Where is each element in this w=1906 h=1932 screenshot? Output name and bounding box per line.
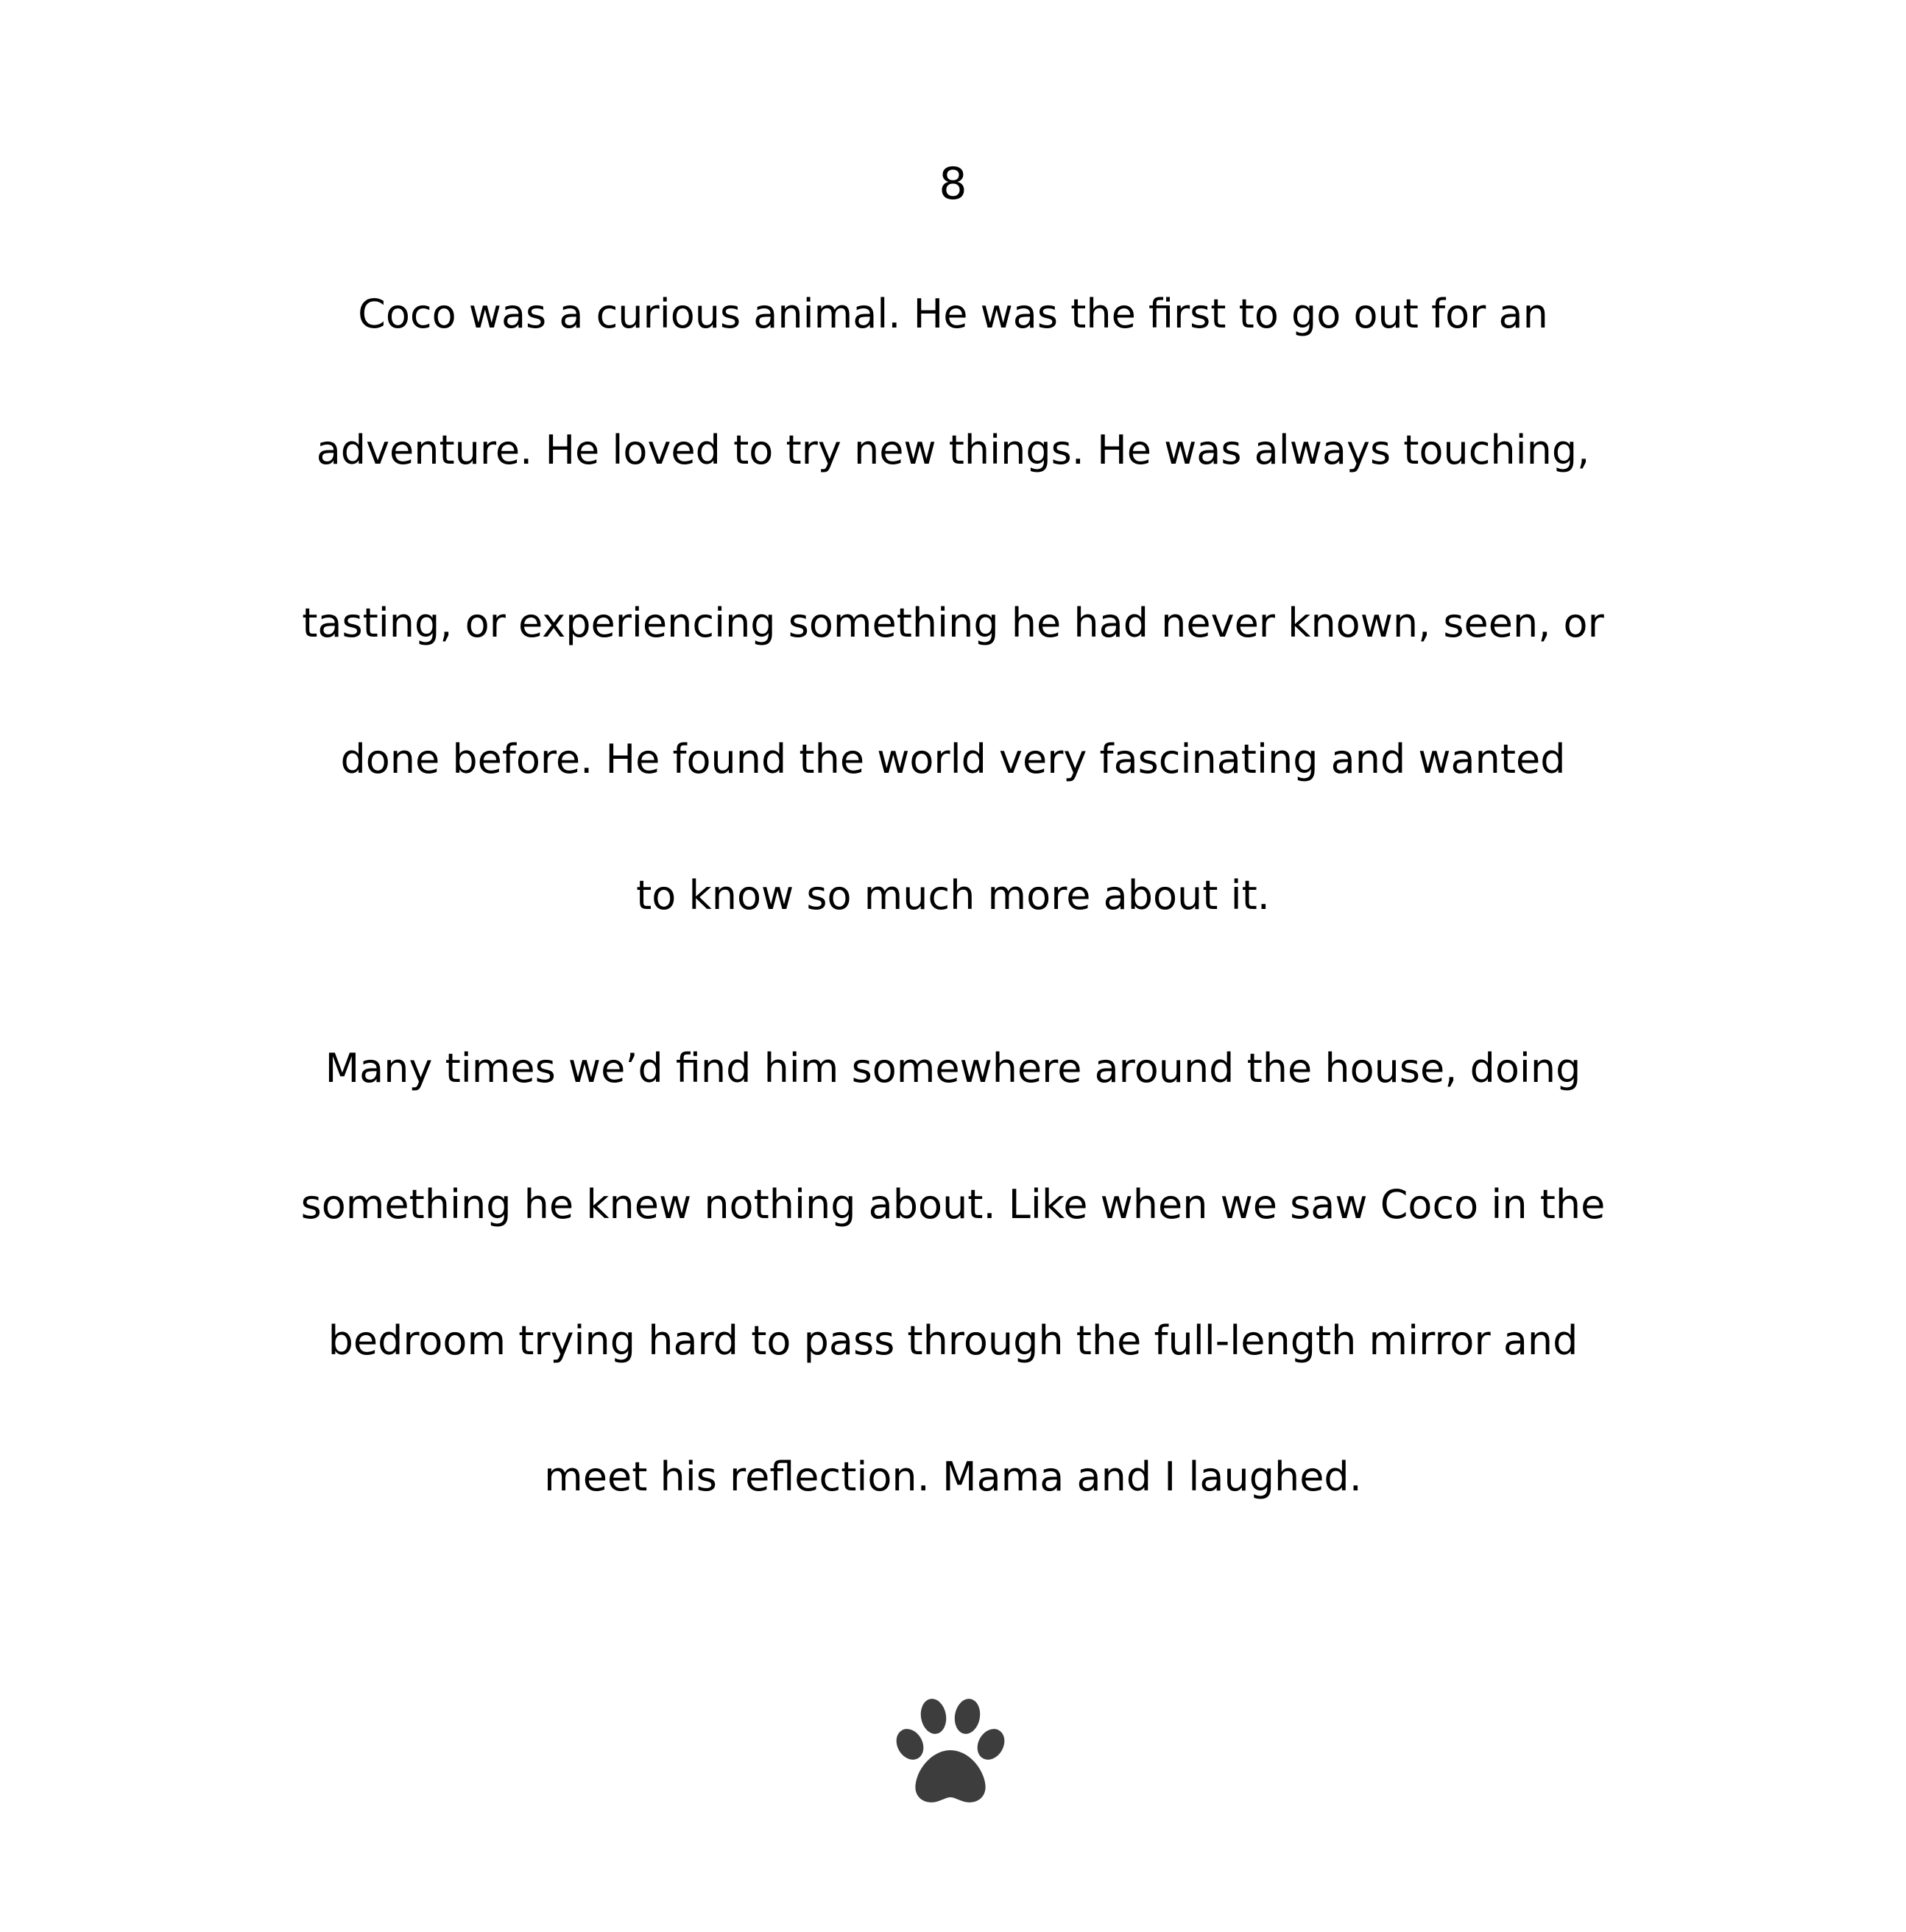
paragraph-line: to know so much more about it.: [636, 872, 1270, 919]
page-number: 8: [939, 158, 967, 210]
paragraph-line: Many times we’d find him somewhere around the house, doing: [325, 1045, 1581, 1091]
paragraph-line: meet his reflection. Mama and I laughed.: [544, 1454, 1362, 1500]
paragraph-line: Coco was a curious animal. He was the first to go out for an: [358, 291, 1548, 337]
paw-print-icon: [888, 1693, 1013, 1811]
paragraph-line: bedroom trying hard to pass through the full-length mirror and: [328, 1317, 1578, 1364]
paragraph-line: something he knew nothing about. Like when we saw Coco in the: [300, 1181, 1606, 1228]
paragraph-line: tasting, or experiencing something he had never known, seen, or: [302, 600, 1604, 646]
paragraph-line: adventure. He loved to try new things. He was always touching,: [316, 427, 1590, 473]
paragraph-line: done before. He found the world very fascinating and wanted: [340, 736, 1566, 782]
